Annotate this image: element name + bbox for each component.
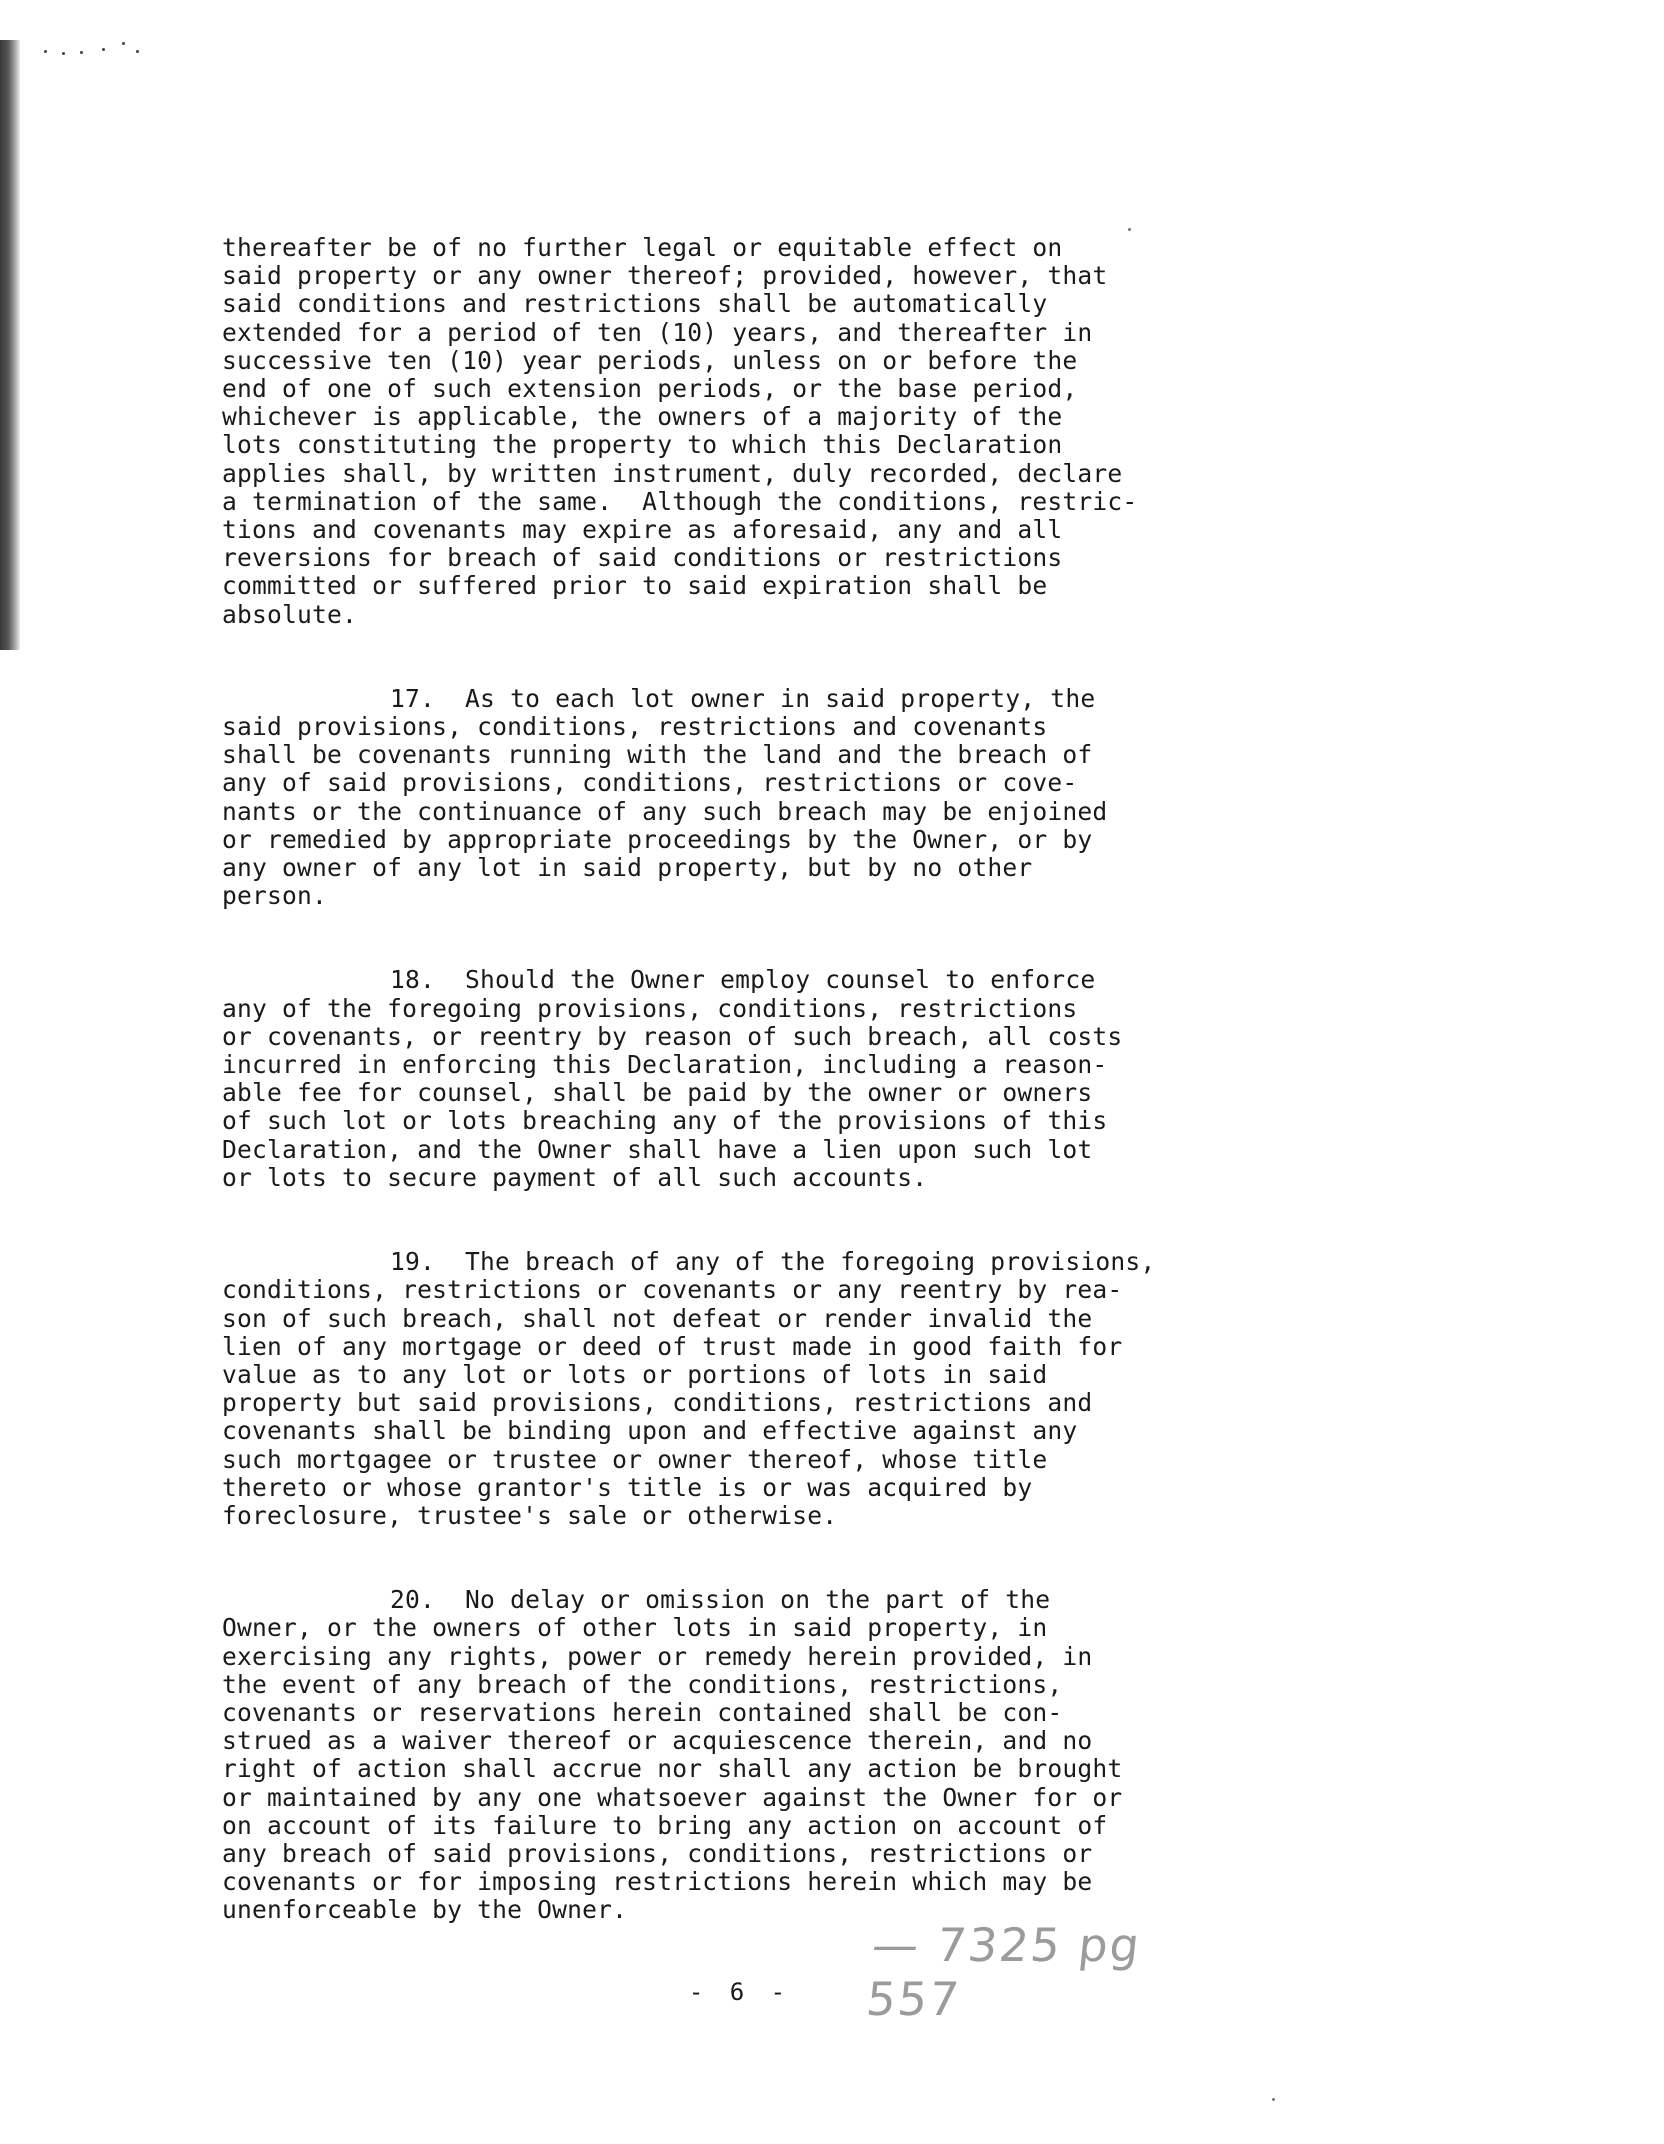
- text-line: [222, 1840, 1262, 1868]
- stray-mark: [1128, 228, 1131, 231]
- line-text: nants or the continuance of any such breach may be enjoined: [222, 796, 1108, 826]
- text-line: [222, 1474, 1262, 1502]
- paragraph-continuation: [222, 234, 1262, 629]
- text-line: [222, 1868, 1262, 1896]
- line-text: lots constituting the property to which this Declaration: [222, 430, 1063, 460]
- text-line: [222, 403, 1262, 431]
- line-text: No delay or omission on the part of the: [465, 1585, 1051, 1615]
- line-text: value as to any lot or lots or portions of lots in said: [222, 1359, 1048, 1389]
- scan-edge-shadow: [0, 40, 20, 650]
- line-text: able fee for counsel, shall be paid by the owner or owners: [222, 1078, 1093, 1108]
- line-text: unenforceable by the Owner.: [222, 1895, 628, 1925]
- line-text: covenants or for imposing restrictions herein which may be: [222, 1867, 1093, 1897]
- text-line: [222, 1389, 1262, 1417]
- text-line: [222, 1333, 1262, 1361]
- paragraph-20: [222, 1586, 1262, 1924]
- line-text: committed or suffered prior to said expiration shall be: [222, 571, 1048, 601]
- paragraph-number: 18.: [390, 965, 466, 995]
- line-text: incurred in enforcing this Declaration, including a reason-: [222, 1050, 1108, 1080]
- line-text: whichever is applicable, the owners of a majority of the: [222, 402, 1063, 432]
- text-line: [222, 882, 1262, 910]
- line-text: strued as a waiver thereof or acquiescence therein, and no: [222, 1726, 1093, 1756]
- text-line: [222, 995, 1262, 1023]
- line-text: conditions, restrictions or covenants or any reentry by rea-: [222, 1275, 1123, 1305]
- text-line: [222, 713, 1262, 741]
- speck: [122, 42, 125, 45]
- text-line: [222, 1023, 1262, 1051]
- speck: [136, 50, 139, 53]
- line-text: a termination of the same. Although the conditions, restric-: [222, 486, 1138, 516]
- text-line: [222, 1079, 1262, 1107]
- text-line: [222, 1417, 1262, 1445]
- line-text: reversions for breach of said conditions or restrictions: [222, 543, 1063, 573]
- text-line: [222, 1248, 1262, 1276]
- line-text: covenants shall be binding upon and effective against any: [222, 1416, 1078, 1446]
- line-text: on account of its failure to bring any action on account of: [222, 1810, 1108, 1840]
- line-text: applies shall, by written instrument, duly recorded, declare: [222, 458, 1123, 488]
- line-text: or remedied by appropriate proceedings by the Owner, or by: [222, 824, 1093, 854]
- text-line: [222, 1614, 1262, 1642]
- text-line: [222, 375, 1262, 403]
- line-text: Owner, or the owners of other lots in said property, in: [222, 1613, 1048, 1643]
- text-line: [222, 685, 1262, 713]
- paragraph-number: 20.: [390, 1585, 466, 1615]
- stray-mark: [1272, 2098, 1275, 2101]
- line-text: any of the foregoing provisions, conditions, restrictions: [222, 993, 1078, 1023]
- line-text: Declaration, and the Owner shall have a lien upon such lot: [222, 1134, 1093, 1164]
- line-text: such mortgagee or trustee or owner thereof, whose title: [222, 1444, 1048, 1474]
- line-text: successive ten (10) year periods, unless on or before the: [222, 345, 1078, 375]
- text-line: [222, 1136, 1262, 1164]
- line-text: said property or any owner thereof; provided, however, that: [222, 261, 1108, 291]
- line-text: thereafter be of no further legal or equitable effect on: [222, 233, 1063, 262]
- text-line: [222, 769, 1262, 797]
- text-line: [222, 1361, 1262, 1389]
- line-text: lien of any mortgage or deed of trust made in good faith for: [222, 1331, 1123, 1361]
- text-line: [222, 431, 1262, 459]
- page-number: - 6 -: [688, 1978, 792, 2006]
- line-text: said provisions, conditions, restrictions and covenants: [222, 712, 1048, 742]
- line-text: shall be covenants running with the land and the breach of: [222, 740, 1093, 770]
- line-text: thereto or whose grantor's title is or was acquired by: [222, 1472, 1033, 1502]
- text-line: [222, 1502, 1262, 1530]
- text-line: [222, 572, 1262, 600]
- text-line: [222, 460, 1262, 488]
- text-line: [222, 1276, 1262, 1304]
- line-text: property but said provisions, conditions, restrictions and: [222, 1388, 1093, 1418]
- text-line: [222, 1699, 1262, 1727]
- paragraph-17: [222, 685, 1262, 911]
- line-text: any owner of any lot in said property, but by no other: [222, 853, 1033, 883]
- book-page-stamp: — 7325 pg 557: [863, 1918, 1144, 2026]
- text-line: [222, 741, 1262, 769]
- line-text: exercising any rights, power or remedy herein provided, in: [222, 1641, 1093, 1671]
- text-line: [222, 798, 1262, 826]
- line-text: or maintained by any one whatsoever against the Owner for or: [222, 1782, 1123, 1812]
- text-line: [222, 516, 1262, 544]
- line-text: extended for a period of ten (10) years, and thereafter in: [222, 317, 1093, 347]
- paragraph-number: 19.: [390, 1247, 466, 1277]
- line-text: son of such breach, shall not defeat or render invalid the: [222, 1303, 1093, 1333]
- line-text: The breach of any of the foregoing provisions,: [465, 1247, 1156, 1277]
- line-text: of such lot or lots breaching any of the provisions of this: [222, 1106, 1108, 1136]
- speck: [62, 52, 65, 55]
- speck: [102, 48, 105, 51]
- line-text: or covenants, or reentry by reason of such breach, all costs: [222, 1021, 1123, 1051]
- line-text: tions and covenants may expire as aforesaid, any and all: [222, 515, 1063, 545]
- text-line: [222, 1305, 1262, 1333]
- text-line: [222, 234, 1262, 262]
- line-text: covenants or reservations herein contained shall be con-: [222, 1697, 1063, 1727]
- text-line: [222, 1586, 1262, 1614]
- text-line: [222, 1643, 1262, 1671]
- line-text: any of said provisions, conditions, restrictions or cove-: [222, 768, 1078, 798]
- text-line: [222, 1446, 1262, 1474]
- line-text: absolute.: [222, 599, 358, 629]
- text-line: [222, 1671, 1262, 1699]
- document-body: [222, 233, 1262, 2026]
- line-text: any breach of said provisions, conditions, restrictions or: [222, 1838, 1093, 1868]
- line-text: the event of any breach of the conditions, restrictions,: [222, 1669, 1063, 1699]
- text-line: [222, 1164, 1262, 1192]
- text-line: [222, 1755, 1262, 1783]
- scan-specks: [40, 34, 180, 64]
- text-line: [222, 347, 1262, 375]
- text-line: [222, 1051, 1262, 1079]
- text-line: [222, 544, 1262, 572]
- line-text: said conditions and restrictions shall be automatically: [222, 289, 1048, 319]
- line-text: person.: [222, 881, 328, 911]
- paragraph-19: [222, 1248, 1262, 1530]
- line-text: Should the Owner employ counsel to enforce: [465, 965, 1096, 995]
- text-line: [222, 262, 1262, 290]
- text-line: [222, 1812, 1262, 1840]
- line-text: foreclosure, trustee's sale or otherwise.: [222, 1500, 838, 1530]
- speck: [44, 50, 47, 53]
- line-text: or lots to secure payment of all such accounts.: [222, 1162, 928, 1192]
- text-line: [222, 966, 1262, 994]
- text-line: [222, 1784, 1262, 1812]
- text-line: [222, 488, 1262, 516]
- line-text: As to each lot owner in said property, the: [465, 683, 1096, 713]
- paragraph-number: 17.: [390, 683, 466, 713]
- text-line: [222, 1727, 1262, 1755]
- text-line: [222, 290, 1262, 318]
- text-line: [222, 601, 1262, 629]
- text-line: [222, 826, 1262, 854]
- line-text: right of action shall accrue nor shall any action be brought: [222, 1754, 1123, 1784]
- text-line: [222, 1107, 1262, 1135]
- line-text: end of one of such extension periods, or the base period,: [222, 374, 1078, 404]
- paragraph-18: [222, 966, 1262, 1192]
- text-line: [222, 854, 1262, 882]
- speck: [80, 51, 83, 54]
- text-line: [222, 319, 1262, 347]
